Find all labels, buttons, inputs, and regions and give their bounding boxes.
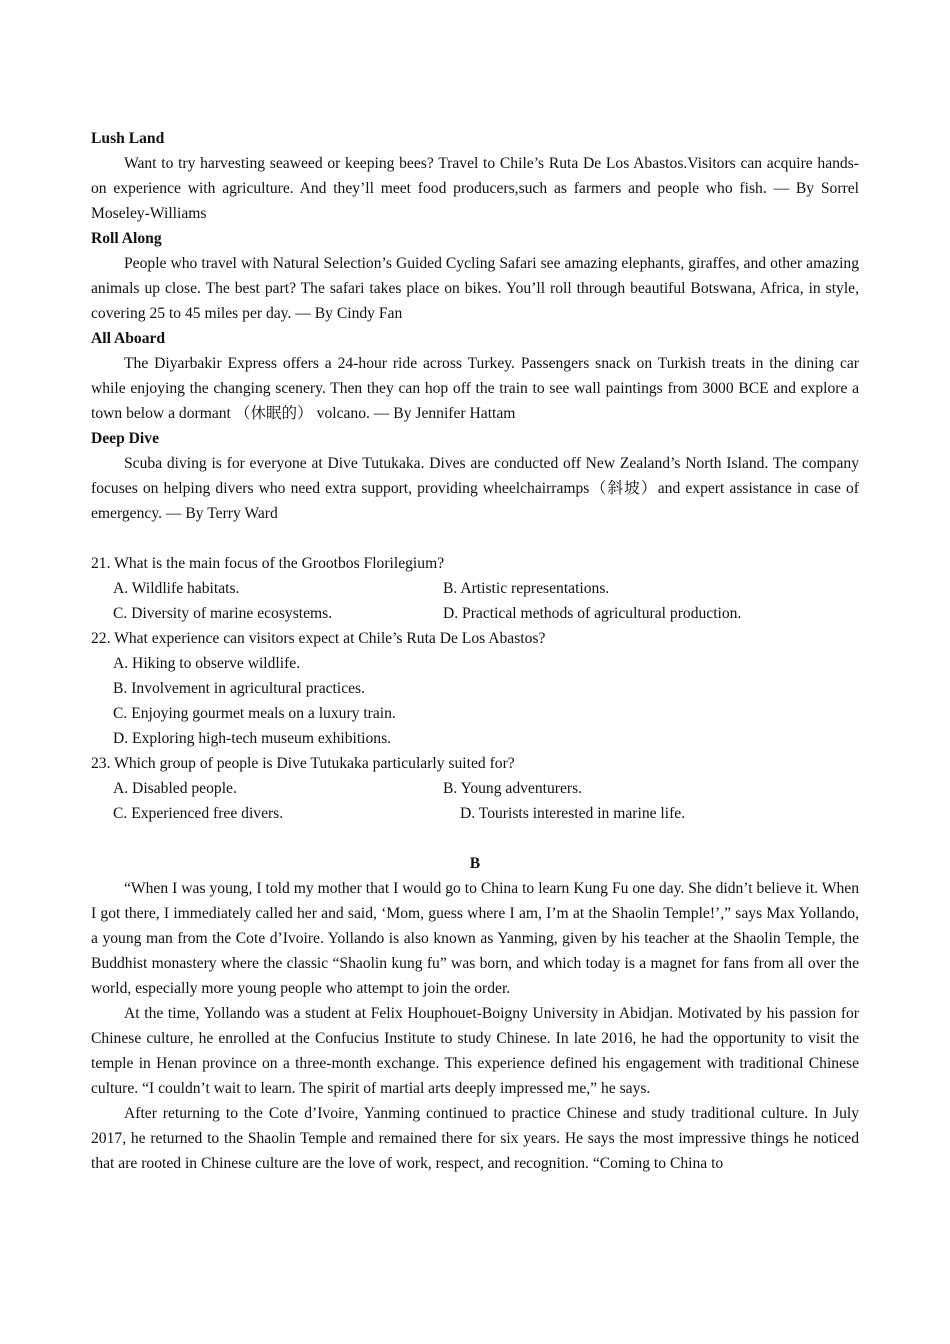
question-21-option-a: A. Wildlife habitats. [113,580,240,597]
spacer [91,826,859,851]
question-22-options [91,651,859,751]
question-21-options [91,576,859,626]
question-22-option-b: B. Involvement in agricultural practices. [113,680,366,697]
section-text-deep-dive: Scuba diving is for everyone at Dive Tutukaka. Dives are conducted off New Zealand’s North Island. The company focuses on helping divers who need extra support, providing wheelchairramps（斜坡）and expert assistance in case of emergency. — By Terry Ward [91,455,859,522]
question-23-options [91,776,859,826]
document-page [91,126,859,1176]
passage-b-paragraph: After returning to the Cote d’Ivoire, Yanming continued to practice Chinese and study traditional culture. In July 2017, he returned to the Shaolin Temple and remained there for six years. He says the most impressive things he noticed that are rooted in Chinese culture are the love of work, respect, and recognition. “Coming to China to [91,1105,859,1172]
question-21-stem: 21. What is the main focus of the Grootbos Florilegium? [91,555,445,572]
question-23-option-b: B. Young adventurers. [443,780,583,797]
spacer [91,526,859,551]
section-text-lush-land: Want to try harvesting seaweed or keeping bees? Travel to Chile’s Ruta De Los Abastos.Visitors can acquire hands-on experience with agriculture. And they’ll meet food producers,such as farmers and people who fish. — By Sorrel Moseley-Williams [91,155,859,222]
question-22-stem: 22. What experience can visitors expect at Chile’s Ruta De Los Abastos? [91,630,546,647]
passage-b-paragraph: “When I was young, I told my mother that I would go to China to learn Kung Fu one day. She didn’t believe it. When I got there, I immediately called her and said, ‘Mom, guess where I am, I’m at the Shaolin Temple!’,” says Max Yollando, a young man from the Cote d’Ivoire. Yollando is also known as Yanming, given by his teacher at the Shaolin Temple, the Buddhist monastery where the classic “Shaolin kung fu” was born, and which today is a magnet for fans from all over the world, especially more young people who attempt to join the order. [91,880,859,997]
section-heading-all-aboard: All Aboard [91,330,166,347]
question-23-stem: 23. Which group of people is Dive Tutukaka particularly suited for? [91,755,515,772]
question-22-option-d: D. Exploring high-tech museum exhibitions. [113,730,392,747]
section-text-roll-along: People who travel with Natural Selection’s Guided Cycling Safari see amazing elephants, giraffes, and other amazing animals up close. The best part? The safari takes place on bikes. You’ll roll through beautiful Botswana, Africa, in style, covering 25 to 45 miles per day. — By Cindy Fan [91,255,859,322]
section-heading-lush-land: Lush Land [91,130,165,147]
section-heading-roll-along: Roll Along [91,230,162,247]
question-21-option-d: D. Practical methods of agricultural production. [443,605,742,622]
passage-b-title: B [469,855,481,872]
question-23-option-d: D. Tourists interested in marine life. [460,805,686,822]
question-21-option-b: B. Artistic representations. [443,580,610,597]
section-text-all-aboard: The Diyarbakir Express offers a 24-hour ride across Turkey. Passengers snack on Turkish treats in the dining car while enjoying the changing scenery. Then they can hop off the train to see wall paintings from 3000 BCE and explore a town below a dormant （休眠的） volcano. — By Jennifer Hattam [91,355,859,422]
question-23-option-a: A. Disabled people. [113,780,237,797]
passage-b-paragraph: At the time, Yollando was a student at Felix Houphouet-Boigny University in Abidjan. Motivated by his passion for Chinese culture, he enrolled at the Confucius Institute to study Chinese. In late 2016, he had the opportunity to visit the temple in Henan province on a three-month exchange. This experience defined his engagement with traditional Chinese culture. “I couldn’t wait to learn. The spirit of martial arts deeply impressed me,” he says. [91,1005,859,1097]
question-22-option-a: A. Hiking to observe wildlife. [113,655,301,672]
question-21-option-c: C. Diversity of marine ecosystems. [113,605,333,622]
question-22-option-c: C. Enjoying gourmet meals on a luxury train. [113,705,396,722]
question-23-option-c: C. Experienced free divers. [113,805,284,822]
section-heading-deep-dive: Deep Dive [91,430,159,447]
